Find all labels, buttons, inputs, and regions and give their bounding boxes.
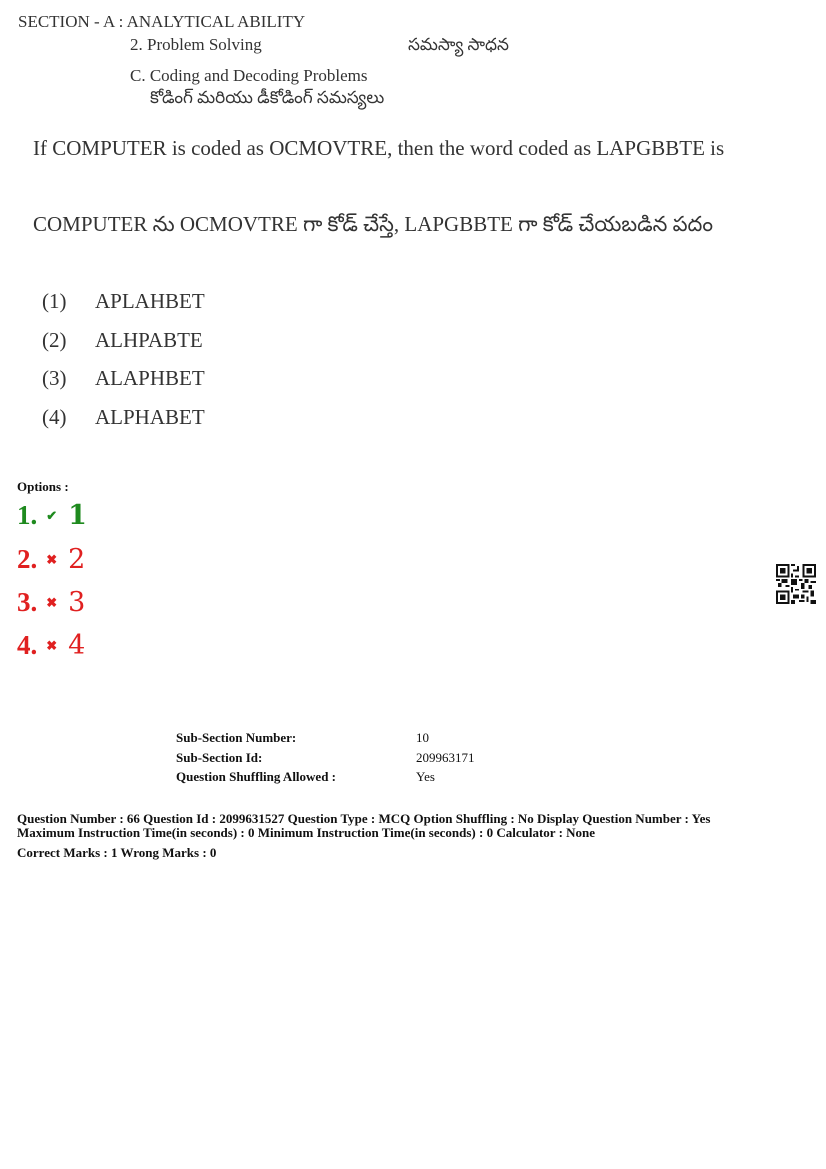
choice-text: APLAHBET <box>95 289 205 313</box>
choice-item <box>42 405 67 430</box>
cross-icon: ✖ <box>46 551 58 567</box>
subsection-id-label: Sub-Section Id: <box>176 750 263 765</box>
question-info-line-2: Maximum Instruction Time(in seconds) : 0 Minimum Instruction Time(in seconds) : 0 Calculator : None <box>17 825 596 840</box>
check-icon: ✔ <box>46 507 58 523</box>
subsection-number-value: 10 <box>416 730 429 745</box>
question-text-en: If COMPUTER is coded as OCMOVTRE, then the word coded as LAPGBBTE is <box>33 136 725 160</box>
choice-item <box>42 366 67 391</box>
choice-text: ALPHABET <box>95 405 205 429</box>
answer-option-4 <box>17 630 85 661</box>
topic-title-en: 2. Problem Solving <box>130 35 262 54</box>
answer-text: 4 <box>68 630 86 661</box>
subsection-id-value: 209963171 <box>416 750 475 765</box>
choice-item <box>42 289 67 314</box>
question-info-line-3: Correct Marks : 1 Wrong Marks : 0 <box>17 845 217 860</box>
answer-text: 1 <box>68 500 87 531</box>
choice-number: (2) <box>42 328 67 352</box>
answer-number: 2. <box>17 544 38 574</box>
question-shuffling-value: Yes <box>416 769 435 784</box>
choice-text: ALAPHBET <box>95 366 205 390</box>
answer-option-2 <box>17 544 85 575</box>
qr-code-icon <box>776 564 816 604</box>
question-text-te: COMPUTER ను OCMOVTRE గా కోడ్ చేస్తే, LAPGBBTE గా కోడ్ చేయబడిన పదం <box>33 212 714 236</box>
answer-number: 1. <box>17 500 38 530</box>
subtopic-title-te: కోడింగ్ మరియు డీకోడింగ్ సమస్యలు <box>150 88 385 107</box>
answer-option-3 <box>17 587 85 618</box>
subsection-number-label: Sub-Section Number: <box>176 730 297 745</box>
choice-number: (3) <box>42 366 67 390</box>
cross-icon: ✖ <box>46 637 58 653</box>
question-shuffling-label: Question Shuffling Allowed : <box>176 769 337 784</box>
choice-number: (1) <box>42 289 67 313</box>
cross-icon: ✖ <box>46 594 58 610</box>
answer-option-1 <box>17 500 87 531</box>
choice-item <box>42 328 67 353</box>
topic-title-te: సమస్యా సాధన <box>408 35 509 54</box>
question-info-line-1: Question Number : 66 Question Id : 2099631527 Question Type : MCQ Option Shuffling : No Display Question Number : Yes <box>17 811 711 826</box>
answer-text: 2 <box>68 544 86 575</box>
options-label: Options : <box>17 479 69 494</box>
answer-number: 4. <box>17 630 38 660</box>
choice-text: ALHPABTE <box>95 328 203 352</box>
choice-number: (4) <box>42 405 67 429</box>
subtopic-title-en: C. Coding and Decoding Problems <box>130 66 368 85</box>
section-title: SECTION - A : ANALYTICAL ABILITY <box>18 12 306 31</box>
answer-number: 3. <box>17 587 38 617</box>
answer-text: 3 <box>68 587 86 618</box>
